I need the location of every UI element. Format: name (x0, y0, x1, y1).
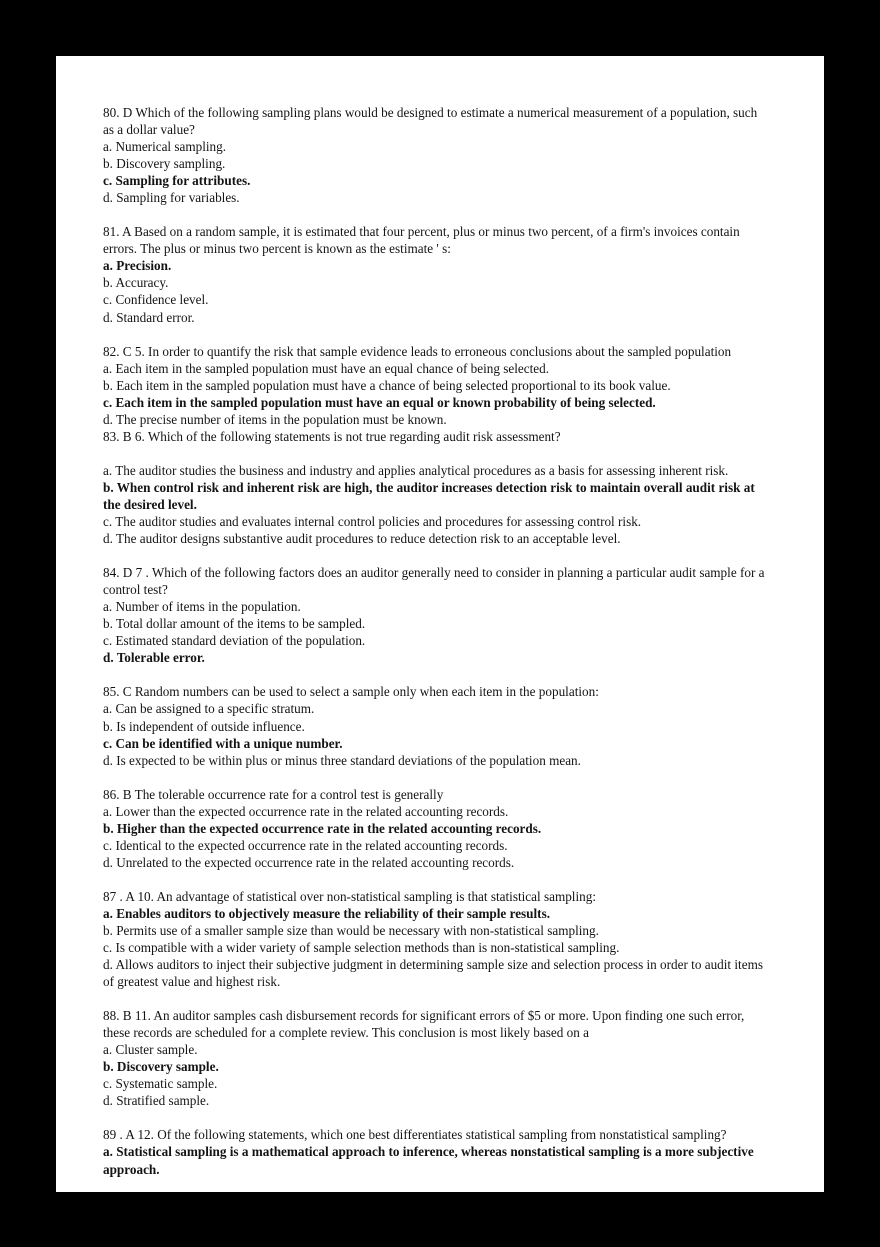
answer-option: a. Each item in the sampled population must have an equal chance of being selected. (103, 360, 550, 376)
answer-option: d. Stratified sample. (103, 1093, 210, 1109)
answer-option: a. Can be assigned to a specific stratum. (103, 701, 315, 717)
question-block (103, 888, 771, 990)
blank-line (103, 445, 771, 462)
answer-option-correct: c. Each item in the sampled population must have an equal or known probability of being selected. (103, 394, 656, 410)
question-stem: 83. B 6. Which of the following statements is not true regarding audit risk assessment? (103, 428, 561, 444)
question-stem: 80. D Which of the following sampling plans would be designed to estimate a numerical measurement of a population, such as a dollar value? (103, 105, 758, 138)
answer-option: b. Is independent of outside influence. (103, 718, 305, 734)
answer-option-correct: b. When control risk and inherent risk are high, the auditor increases detection risk to maintain overall audit risk at the desired level. (103, 479, 755, 512)
answer-option: a. Lower than the expected occurrence rate in the related accounting records. (103, 803, 509, 819)
question-stem: 81. A Based on a random sample, it is estimated that four percent, plus or minus two percent, of a firm's invoices contain errors. The plus or minus two percent is known as the estimate ' s: (103, 224, 740, 257)
answer-option-correct: a. Enables auditors to objectively measure the reliability of their sample results. (103, 905, 551, 921)
document-page (56, 56, 824, 1192)
question-stem: 89 . A 12. Of the following statements, which one best differentiates statistical sampling from nonstatistical sampling? (103, 1127, 727, 1143)
answer-option: d. Unrelated to the expected occurrence rate in the related accounting records. (103, 854, 515, 870)
answer-option: b. Discovery sampling. (103, 156, 226, 172)
question-stem: 82. C 5. In order to quantify the risk that sample evidence leads to erroneous conclusions about the sampled population (103, 343, 732, 359)
question-stem: 86. B The tolerable occurrence rate for a control test is generally (103, 786, 444, 802)
answer-option: a. Number of items in the population. (103, 599, 301, 615)
answer-option: c. The auditor studies and evaluates internal control policies and procedures for assessing control risk. (103, 514, 642, 530)
question-block (103, 104, 771, 206)
answer-option: b. Permits use of a smaller sample size than would be necessary with non-statistical sampling. (103, 922, 599, 938)
question-stem: 88. B 11. An auditor samples cash disbursement records for significant errors of $5 or more. Upon finding one such error, these records are scheduled for a complete review. This conclusion is most likely based on a (103, 1008, 745, 1041)
answer-option-correct: c. Can be identified with a unique number. (103, 735, 343, 751)
answer-option: c. Systematic sample. (103, 1076, 218, 1092)
answer-option-correct: b. Discovery sample. (103, 1059, 219, 1075)
answer-option: d. The auditor designs substantive audit procedures to reduce detection risk to an acceptable level. (103, 531, 621, 547)
answer-option: d. The precise number of items in the population must be known. (103, 411, 447, 427)
answer-option-correct: a. Precision. (103, 258, 172, 274)
answer-option: a. Numerical sampling. (103, 139, 227, 155)
question-block (103, 428, 771, 547)
answer-option: c. Identical to the expected occurrence rate in the related accounting records. (103, 837, 508, 853)
document-text-column (103, 104, 771, 1195)
question-block (103, 683, 771, 768)
answer-option: c. Estimated standard deviation of the population. (103, 633, 366, 649)
answer-option: d. Allows auditors to inject their subjective judgment in determining sample size and selection process in order to audit items of greatest value and highest risk. (103, 957, 763, 990)
answer-option: b. Accuracy. (103, 275, 169, 291)
answer-option-correct: d. Tolerable error. (103, 650, 205, 666)
question-stem: 87 . A 10. An advantage of statistical over non-statistical sampling is that statistical sampling: (103, 888, 596, 904)
question-block (103, 786, 771, 871)
question-stem: 84. D 7 . Which of the following factors does an auditor generally need to consider in planning a particular audit sample for a control test? (103, 565, 765, 598)
question-block (103, 1126, 771, 1177)
answer-option: d. Standard error. (103, 309, 195, 325)
answer-option: b. Total dollar amount of the items to be sampled. (103, 616, 366, 632)
question-block (103, 343, 771, 428)
answer-option-correct: c. Sampling for attributes. (103, 173, 251, 189)
answer-option: d. Is expected to be within plus or minus three standard deviations of the population mean. (103, 752, 581, 768)
answer-option: b. Each item in the sampled population must have a chance of being selected proportional to its book value. (103, 377, 671, 393)
question-block (103, 564, 771, 666)
answer-option: c. Confidence level. (103, 292, 209, 308)
answer-option: a. The auditor studies the business and industry and applies analytical procedures as a basis for assessing inherent risk. (103, 462, 729, 478)
question-block (103, 223, 771, 325)
answer-option-correct: b. Higher than the expected occurrence rate in the related accounting records. (103, 820, 542, 836)
question-block (103, 1007, 771, 1109)
answer-option: a. Cluster sample. (103, 1042, 198, 1058)
answer-option: c. Is compatible with a wider variety of sample selection methods than is non-statistical sampling. (103, 940, 620, 956)
answer-option: d. Sampling for variables. (103, 190, 240, 206)
question-stem: 85. C Random numbers can be used to select a sample only when each item in the population: (103, 684, 599, 700)
answer-option-correct: a. Statistical sampling is a mathematical approach to inference, whereas nonstatistical sampling is a more subjective approach. (103, 1144, 754, 1177)
